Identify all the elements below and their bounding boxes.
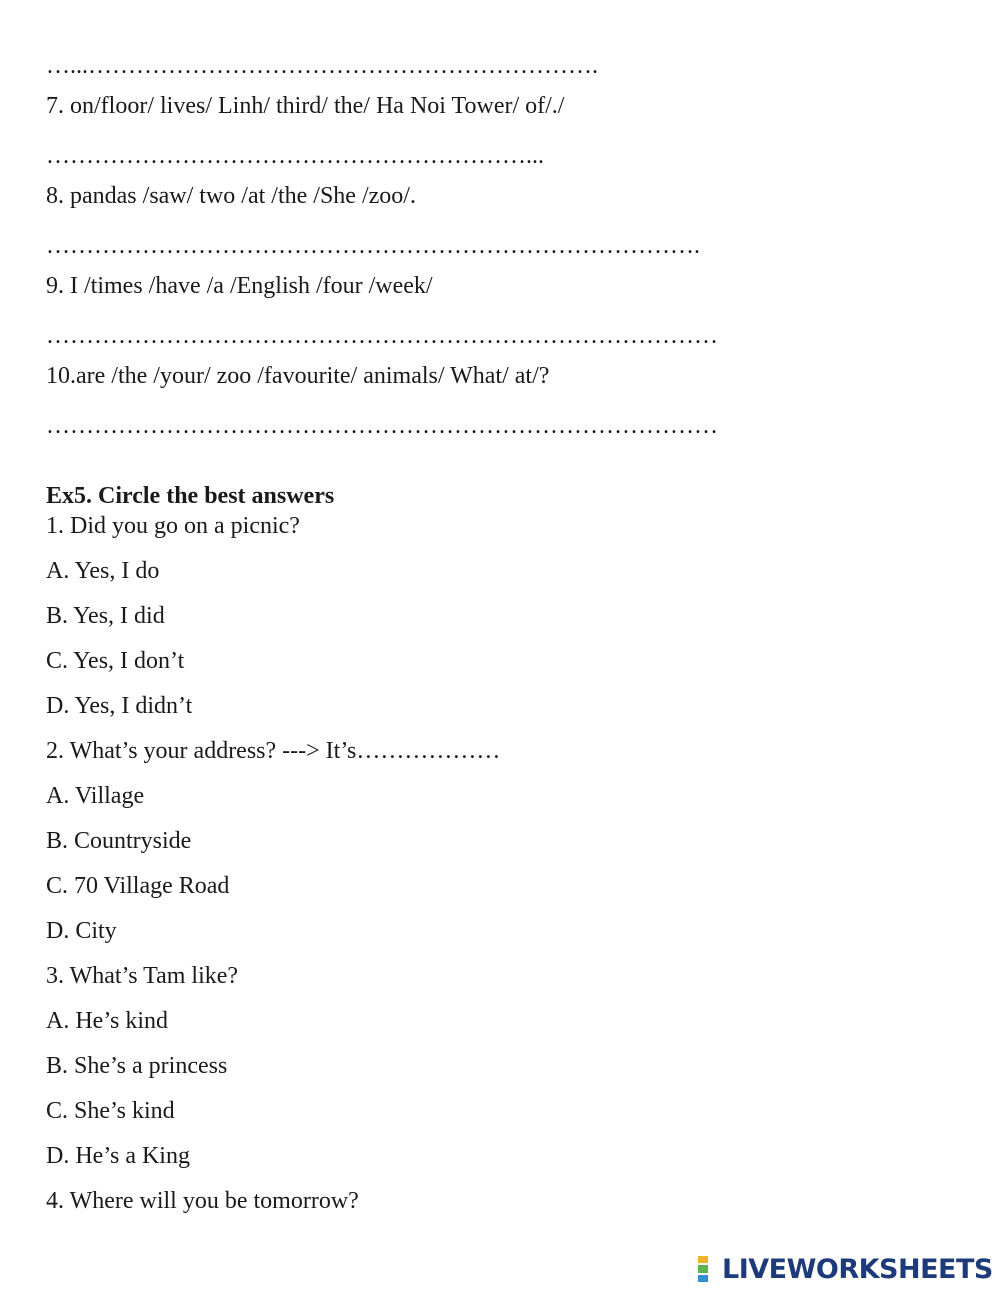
mc-q1-option-c[interactable]: C. Yes, I don’t: [46, 648, 185, 674]
logo-mark-icon: [698, 1255, 720, 1283]
exercise-5-heading: Ex5. Circle the best answers: [46, 483, 335, 509]
mc-q2-option-d[interactable]: D. City: [46, 918, 117, 944]
question-10-prompt: 10.are /the /your/ zoo /favourite/ animals/ What/ at/?: [46, 363, 550, 389]
mc-q3-option-a[interactable]: A. He’s kind: [46, 1008, 168, 1034]
answer-line-6[interactable]: …...……………………………………………………….: [46, 53, 598, 79]
answer-line-9[interactable]: …………………………………………………………………………: [46, 323, 718, 349]
question-7-prompt: 7. on/floor/ lives/ Linh/ third/ the/ Ha Noi Tower/ of/./: [46, 93, 565, 119]
mc-question-2: 2. What’s your address? ---> It’s………………: [46, 738, 501, 764]
liveworksheets-logo: [698, 1254, 993, 1284]
mc-q3-option-b[interactable]: B. She’s a princess: [46, 1053, 228, 1079]
mc-q3-option-d[interactable]: D. He’s a King: [46, 1143, 190, 1169]
mc-q1-option-a[interactable]: A. Yes, I do: [46, 558, 160, 584]
answer-line-10[interactable]: …………………………………………………………………………: [46, 413, 718, 439]
mc-q3-option-c[interactable]: C. She’s kind: [46, 1098, 175, 1124]
mc-question-1: 1. Did you go on a picnic?: [46, 513, 300, 539]
answer-line-8[interactable]: ……………………………………………………………………….: [46, 233, 700, 259]
mc-question-4: 4. Where will you be tomorrow?: [46, 1188, 359, 1214]
mc-q1-option-d[interactable]: D. Yes, I didn’t: [46, 693, 193, 719]
question-9-prompt: 9. I /times /have /a /English /four /week/: [46, 273, 433, 299]
mc-q2-option-b[interactable]: B. Countryside: [46, 828, 192, 854]
answer-line-7[interactable]: ……………………………………………………...: [46, 143, 544, 169]
logo-text: LIVEWORKSHEETS: [722, 1253, 993, 1285]
mc-q2-option-c[interactable]: C. 70 Village Road: [46, 873, 230, 899]
mc-q2-option-a[interactable]: A. Village: [46, 783, 145, 809]
mc-q1-option-b[interactable]: B. Yes, I did: [46, 603, 165, 629]
question-8-prompt: 8. pandas /saw/ two /at /the /She /zoo/.: [46, 183, 416, 209]
mc-question-3: 3. What’s Tam like?: [46, 963, 239, 989]
